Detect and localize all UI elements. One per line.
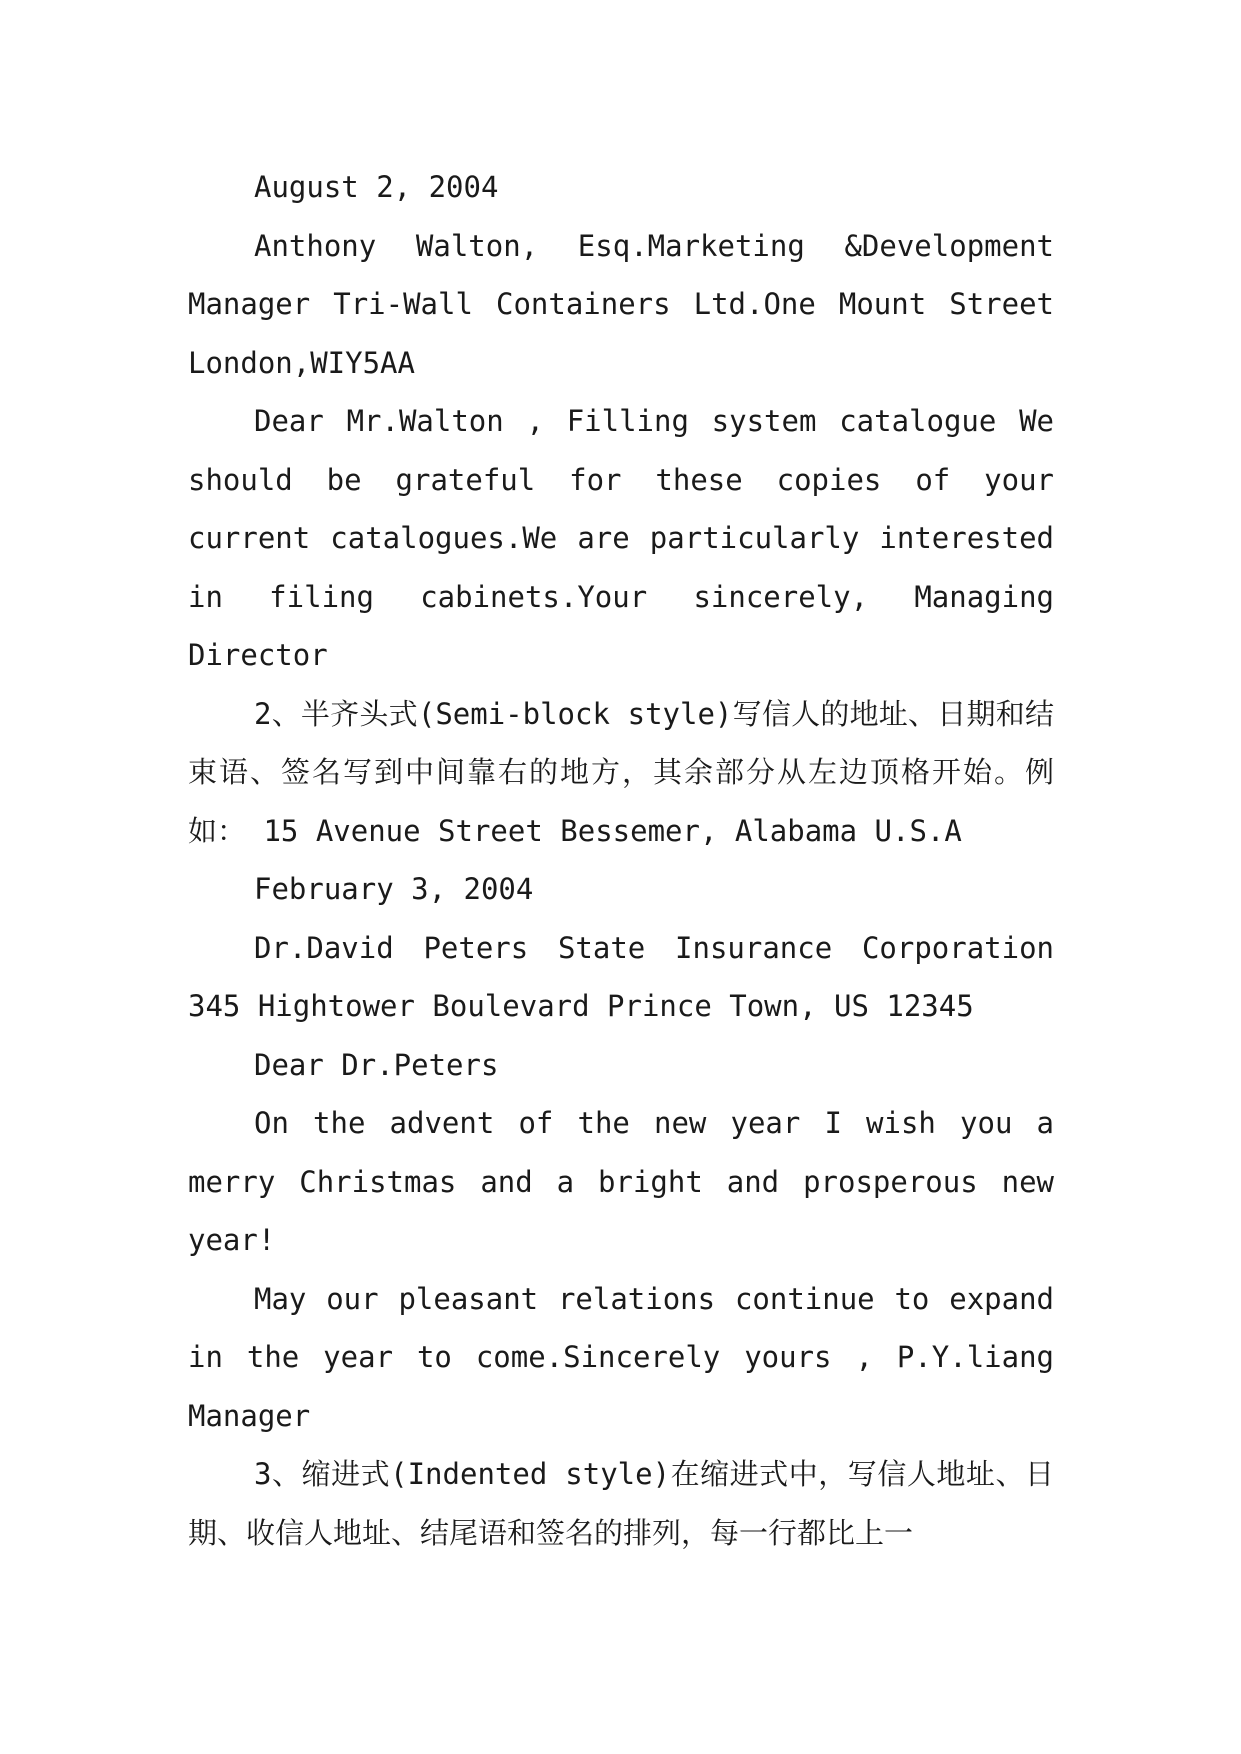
document-body	[188, 158, 1054, 1562]
letter2-body-greeting: On the advent of the new year I wish you a merry Christmas and a bright and prosperous new year!	[188, 1106, 1054, 1257]
letter1-recipient-address: Anthony Walton, Esq.Marketing &Development Manager Tri-Wall Containers Ltd.One Mount Street London,WIY5AA	[188, 228, 1054, 380]
letter1-body: Dear Mr.Walton , Filling system catalogue We should be grateful for these copies of your current catalogues.We are particularly interested in filing cabinets.Your sincerely, Managing Director	[188, 404, 1054, 672]
semi-block-style-description: 2、半齐头式(Semi-block style)写信人的地址、日期和结束语、签名写到中间靠右的地方，其余部分从左边顶格开始。例如： 15 Avenue Street Bessemer, Alabama U.S.A	[188, 696, 1054, 848]
letter2-date: February 3, 2004	[254, 872, 534, 906]
indented-style-description: 3、缩进式(Indented style)在缩进式中，写信人地址、日期、收信人地址、结尾语和签名的排列，每一行都比上一	[188, 1457, 1054, 1550]
letter1-date: August 2, 2004	[254, 170, 499, 204]
letter2-salutation: Dear Dr.Peters	[254, 1047, 499, 1082]
letter2-body-closing: May our pleasant relations continue to expand in the year to come.Sincerely yours , P.Y.liang Manager	[188, 1281, 1054, 1433]
letter2-recipient-address: Dr.David Peters State Insurance Corporation 345 Hightower Boulevard Prince Town, US 12345	[188, 930, 1054, 1023]
